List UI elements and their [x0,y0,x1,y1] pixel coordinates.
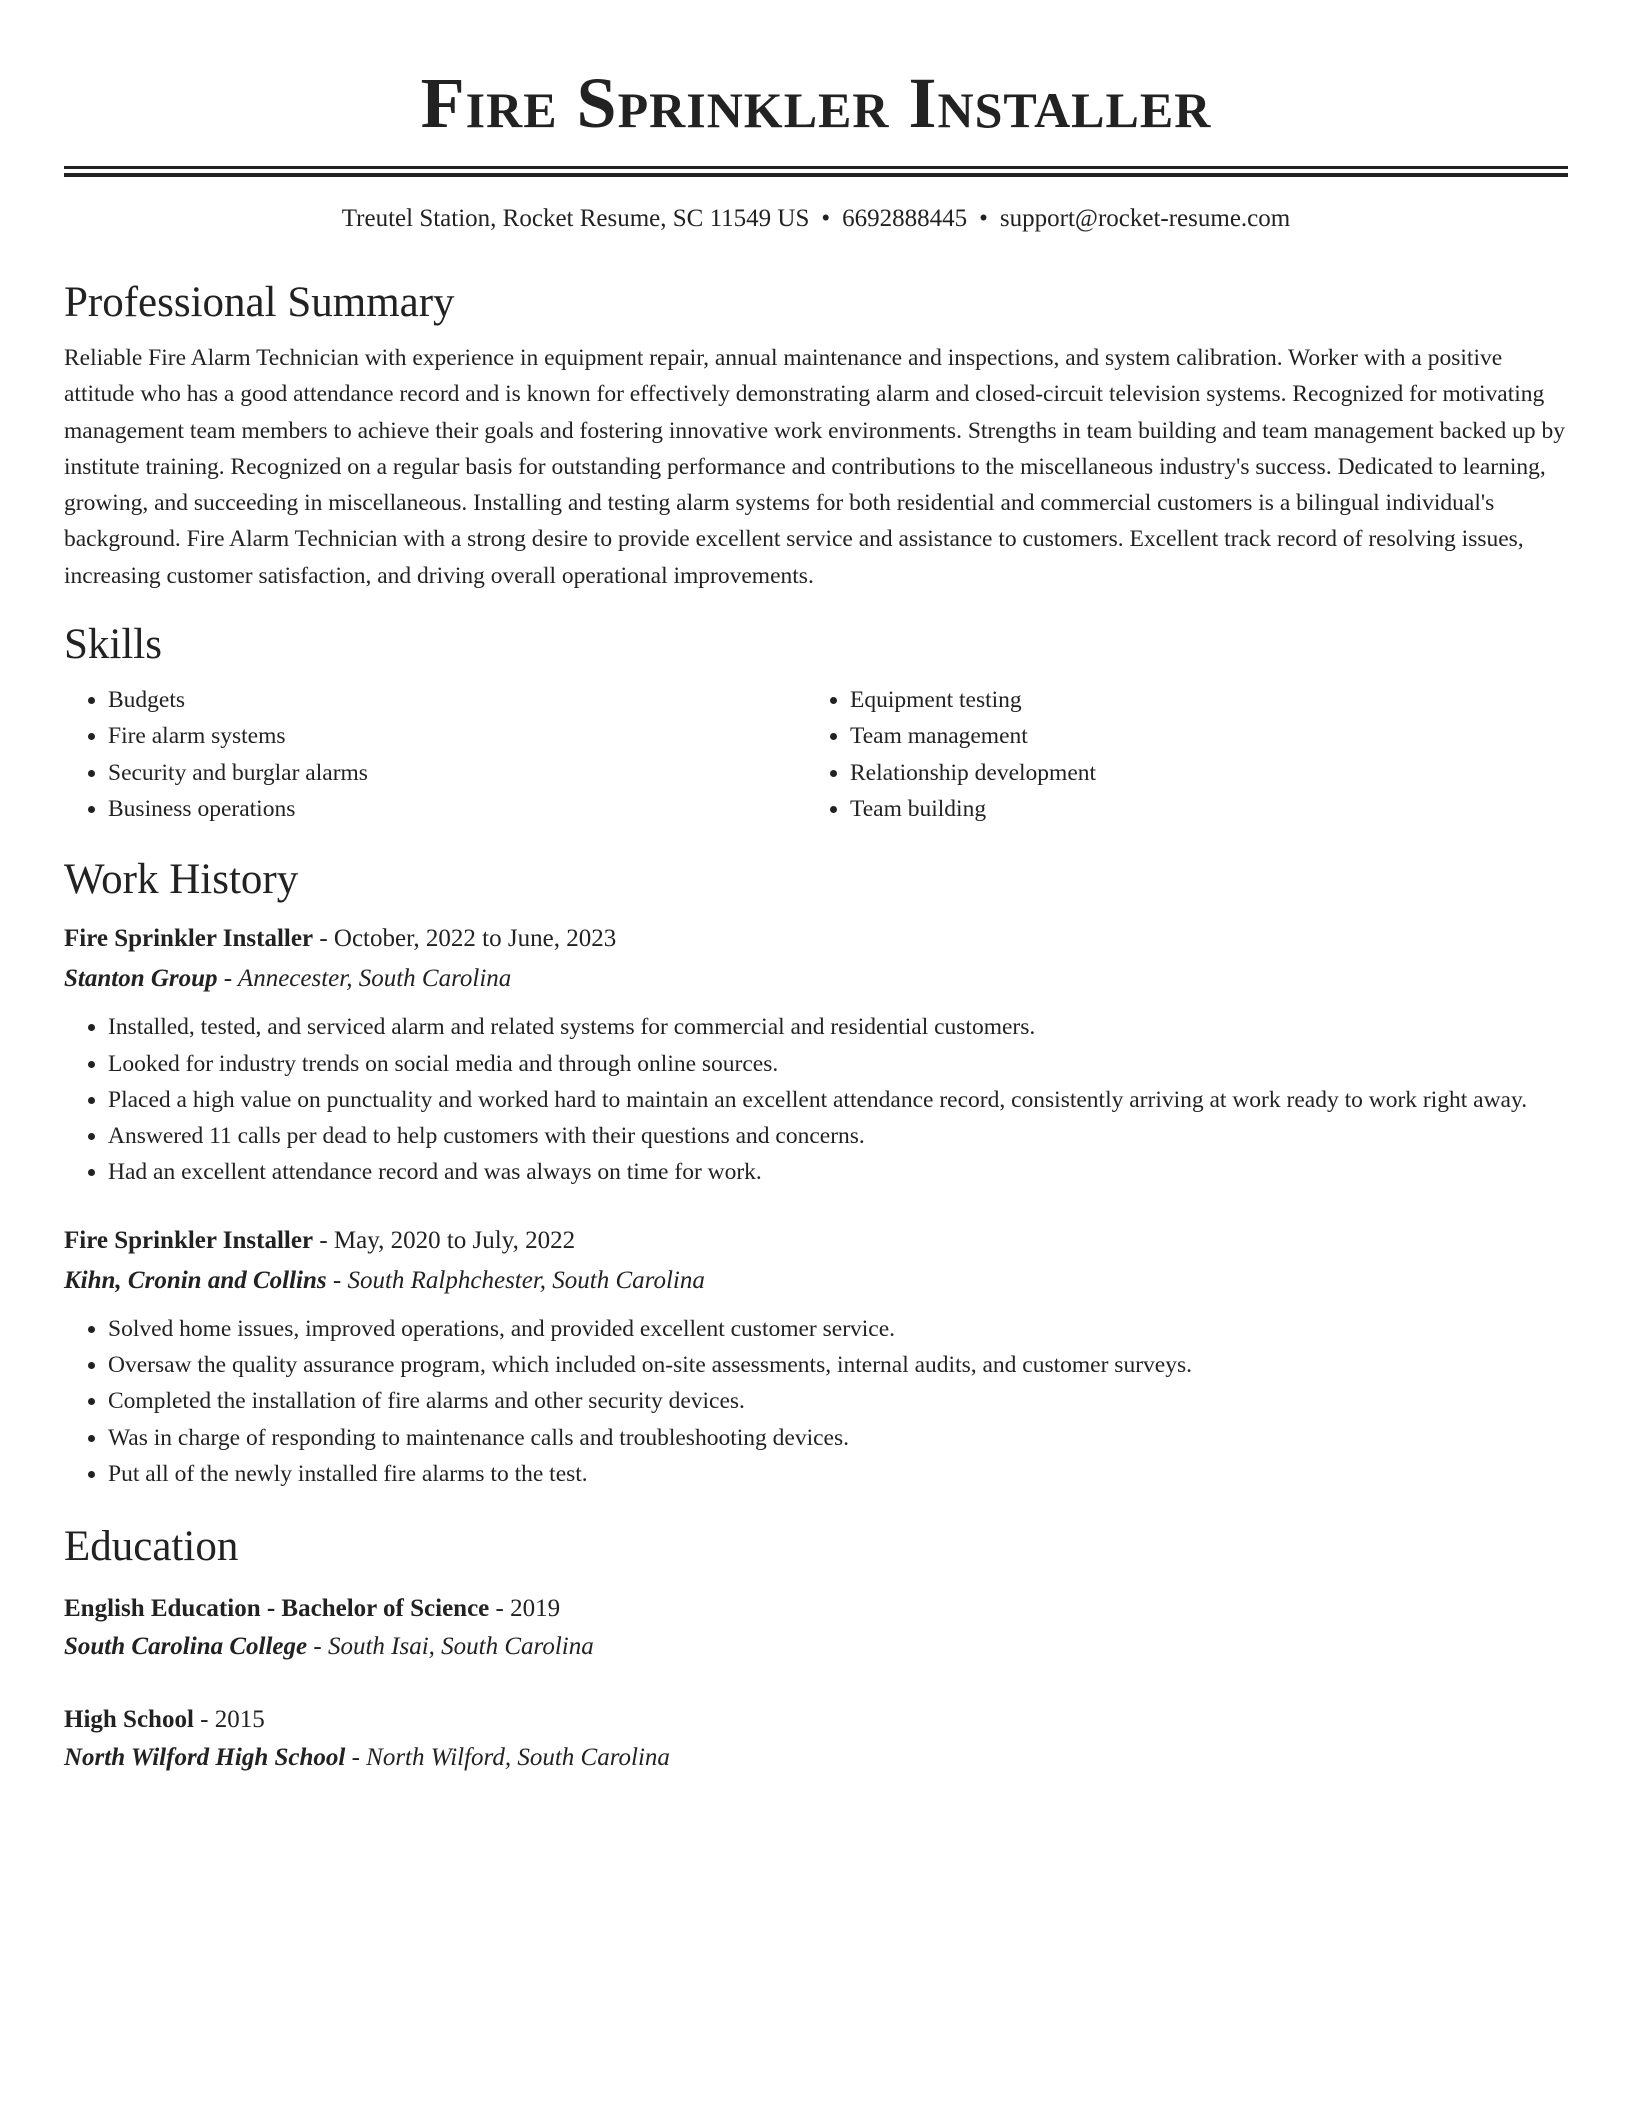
education-heading: Education [64,1523,239,1571]
job-dates: - May, 2020 to July, 2022 [313,1226,576,1254]
education-school-line [64,1739,1568,1777]
skill-item: • Security and burglar alarms [108,755,806,791]
summary-text: Reliable Fire Alarm Technician with experience in equipment repair, annual maintenance and inspections, and system calibration. Worker with a positive attitude who has a good attendance record and is known for effectively demonstrating alarm and closed-circuit television systems. Recognized for motivating management team members to achieve their goals and fostering innovative work environments. Strengths in team building and team management backed up by institute training. Recognized on a regular basis for outstanding performance and contributions to the miscellaneous industry's success. Dedicated to learning, growing, and succeeding in miscellaneous. Installing and testing alarm systems for both residential and commercial customers is a bilingual individual's background. Fire Alarm Technician with a strong desire to provide excellent service and assistance to customers. Excellent track record of resolving issues, increasing customer satisfaction, and driving overall operational improvements. [64,345,1565,589]
job-bullet: • Had an excellent attendance record and was always on time for work. [108,1154,1568,1190]
skills-heading: Skills [64,621,162,669]
education-location: - South Isai, South Carolina [307,1633,594,1661]
job-responsibilities [64,1009,1568,1190]
job-bullet: • Oversaw the quality assurance program, which included on-site assessments, internal audits, and customer surveys. [108,1347,1568,1383]
education-location: - North Wilford, South Carolina [345,1744,670,1772]
education-entry [64,1701,1568,1777]
job-entry [64,1221,1568,1492]
skill-item: • Business operations [108,791,806,827]
job-bullet: • Answered 11 calls per dead to help customers with their questions and concerns. [108,1118,1568,1154]
job-location: - Annecester, South Carolina [217,965,512,993]
job-bullet: • Installed, tested, and serviced alarm and related systems for commercial and residential customers. [108,1009,1568,1045]
header-divider [64,166,1568,177]
job-position: Fire Sprinkler Installer [64,925,314,953]
job-bullet: • Placed a high value on punctuality and worked hard to maintain an excellent attendance record, consistently arriving at work ready to work right away. [108,1082,1568,1118]
job-heading [64,919,1568,959]
job-bullet: • Completed the installation of fire alarms and other security devices. [108,1383,1568,1419]
education-school: North Wilford High School [64,1744,346,1772]
job-position: Fire Sprinkler Installer [64,1226,314,1254]
job-employer [64,1261,1568,1301]
skill-item: • Team building [850,791,1548,827]
skill-item: • Equipment testing [850,682,1548,718]
job-location: - South Ralphchester, South Carolina [326,1266,705,1294]
job-company: Kihn, Cronin and Collins [64,1266,327,1294]
contact-line [64,202,1568,236]
contact-phone: 6692888445 [842,205,968,232]
skills-column-left [64,682,806,827]
job-bullet: • Solved home issues, improved operations, and provided excellent customer service. [108,1311,1568,1347]
education-school: South Carolina College [64,1633,308,1661]
job-bullet: • Put all of the newly installed fire alarms to the test. [108,1456,1568,1492]
job-heading [64,1221,1568,1261]
skill-item: • Fire alarm systems [108,718,806,754]
contact-email: support@rocket-resume.com [999,205,1291,232]
summary-heading: Professional Summary [64,279,455,326]
job-bullet: • Was in charge of responding to maintenance calls and troubleshooting devices. [108,1420,1568,1456]
education-degree-line [64,1590,1568,1628]
job-entry [64,919,1568,1190]
skills-column-right [806,682,1548,827]
skill-item: • Relationship development [850,755,1548,791]
education-year: - 2015 [193,1706,265,1734]
education-school-line [64,1628,1568,1666]
contact-separator: • [821,205,831,232]
job-responsibilities [64,1311,1568,1492]
work-history-heading: Work History [64,856,299,904]
skills-list [64,682,1568,827]
education-degree: High School [64,1706,194,1734]
contact-address: Treutel Station, Rocket Resume, SC 11549 US [341,205,810,232]
skill-item: • Budgets [108,682,806,718]
education-degree: English Education - Bachelor of Science [64,1595,490,1623]
contact-separator: • [979,205,988,232]
education-degree-line [64,1701,1568,1739]
job-company: Stanton Group [64,965,218,993]
job-dates: - October, 2022 to June, 2023 [313,925,617,953]
education-entry [64,1590,1568,1666]
education-year: - 2019 [489,1595,561,1623]
skill-item: • Team management [850,718,1548,754]
job-bullet: • Looked for industry trends on social media and through online sources. [108,1046,1568,1082]
resume-name: Fire Sprinkler Installer [420,63,1212,143]
job-employer [64,959,1568,999]
